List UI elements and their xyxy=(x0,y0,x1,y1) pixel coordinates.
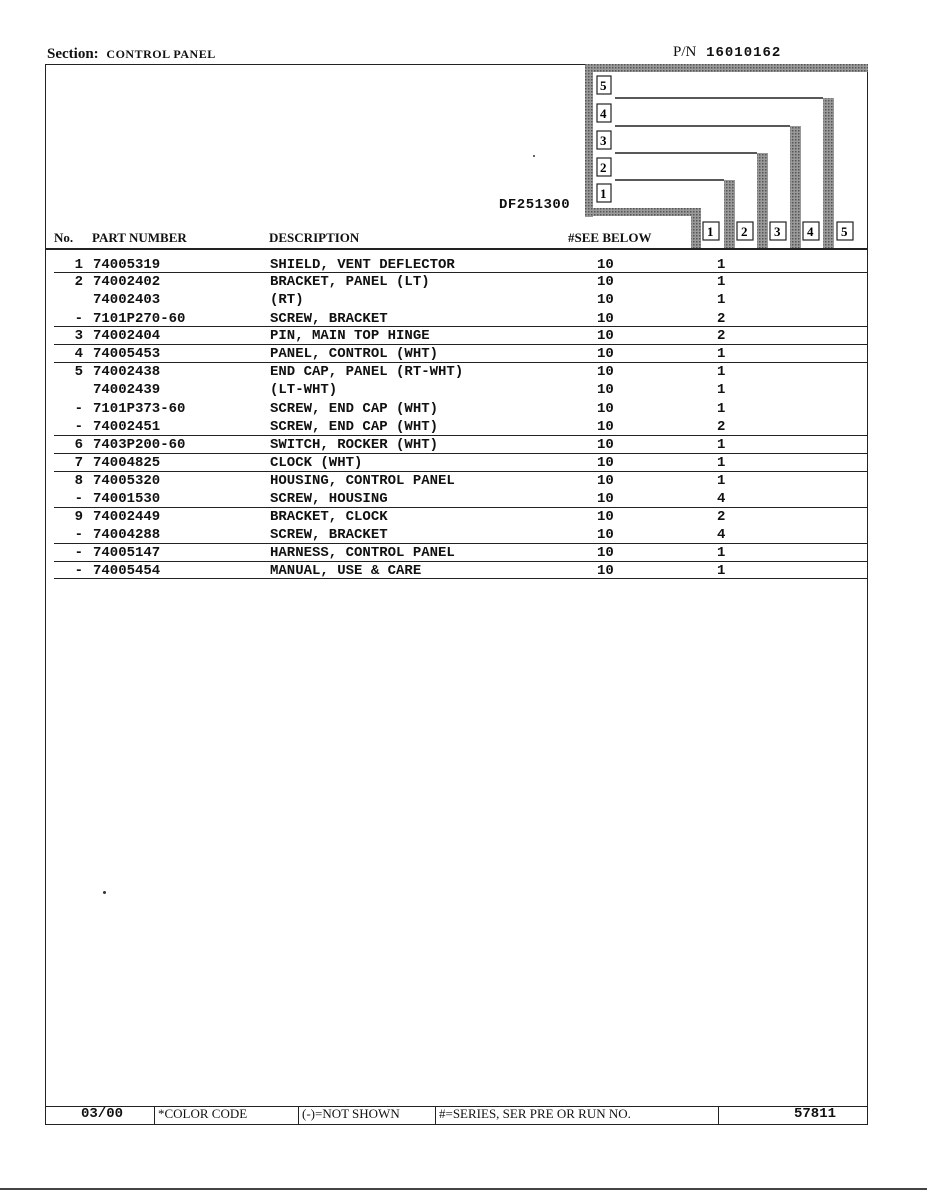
group-rule xyxy=(54,543,868,544)
table-row xyxy=(0,400,927,418)
group-rule xyxy=(54,561,868,562)
col-head-no: No. xyxy=(54,230,74,245)
row-quantity: 1 xyxy=(717,346,726,362)
row-no: 6 xyxy=(74,437,83,453)
row-part-number: 74002404 xyxy=(93,328,161,344)
row-series: 10 xyxy=(597,364,614,380)
row-quantity: 1 xyxy=(717,257,726,273)
pn-value: 16010162 xyxy=(706,45,782,61)
row-series: 10 xyxy=(597,257,614,273)
row-quantity: 1 xyxy=(717,292,726,308)
row-series: 10 xyxy=(597,419,614,435)
row-quantity: 1 xyxy=(717,382,726,398)
pn-label: P/N xyxy=(673,44,697,60)
table-row xyxy=(0,526,927,544)
footer-divider xyxy=(718,1106,719,1124)
part-number-header xyxy=(673,44,781,61)
footer-series-note: #=SERIES, SER PRE OR RUN NO. xyxy=(439,1106,631,1121)
row-part-number: 74005453 xyxy=(93,346,161,362)
row-quantity: 2 xyxy=(717,419,726,435)
table-row xyxy=(0,327,927,345)
step-label-5: 5 xyxy=(600,78,607,93)
row-no: - xyxy=(74,419,83,435)
table-row xyxy=(0,472,927,490)
row-quantity: 2 xyxy=(717,328,726,344)
group-rule xyxy=(54,507,868,508)
row-description: SHIELD, VENT DEFLECTOR xyxy=(270,257,455,273)
scan-speck xyxy=(103,891,106,894)
row-description: SCREW, END CAP (WHT) xyxy=(270,419,439,435)
table-row xyxy=(0,454,927,472)
row-description: SCREW, BRACKET xyxy=(270,527,388,543)
row-part-number: 74005454 xyxy=(93,563,161,579)
row-part-number: 7403P200-60 xyxy=(93,437,186,453)
row-quantity: 1 xyxy=(717,473,726,489)
table-row xyxy=(0,544,927,562)
group-rule xyxy=(54,471,868,472)
footer-date: 03/00 xyxy=(81,1106,124,1122)
row-description: SCREW, BRACKET xyxy=(270,311,388,327)
group-rule xyxy=(54,362,868,363)
row-description: BRACKET, CLOCK xyxy=(270,509,388,525)
table-row xyxy=(0,436,927,454)
row-description: END CAP, PANEL (RT-WHT) xyxy=(270,364,464,380)
row-series: 10 xyxy=(597,491,614,507)
table-row xyxy=(0,273,927,291)
row-quantity: 1 xyxy=(717,274,726,290)
row-quantity: 4 xyxy=(717,491,726,507)
row-description: PANEL, CONTROL (WHT) xyxy=(270,346,439,362)
footer-divider xyxy=(435,1106,436,1124)
table-row xyxy=(0,381,927,399)
bar-col-4 xyxy=(790,126,801,248)
row-series: 10 xyxy=(597,563,614,579)
row-quantity: 1 xyxy=(717,545,726,561)
table-row xyxy=(0,291,927,309)
row-no: - xyxy=(74,401,83,417)
row-part-number: 7101P373-60 xyxy=(93,401,186,417)
row-part-number: 74004825 xyxy=(93,455,161,471)
row-quantity: 1 xyxy=(717,455,726,471)
series-step-diagram xyxy=(585,64,868,249)
step-label-3: 3 xyxy=(600,133,607,148)
row-no: - xyxy=(74,311,83,327)
row-series: 10 xyxy=(597,382,614,398)
row-description: CLOCK (WHT) xyxy=(270,455,363,471)
row-part-number: 74002438 xyxy=(93,364,161,380)
row-part-number: 74005319 xyxy=(93,257,161,273)
col-label-4: 4 xyxy=(807,224,814,239)
row-series: 10 xyxy=(597,328,614,344)
top-shade-band xyxy=(585,64,868,72)
table-row xyxy=(0,345,927,363)
section-label: Section: xyxy=(47,46,99,62)
group-rule xyxy=(54,344,868,345)
step-label-2: 2 xyxy=(600,160,607,175)
row-part-number: 74005147 xyxy=(93,545,161,561)
row-quantity: 1 xyxy=(717,563,726,579)
row-description: (RT) xyxy=(270,292,304,308)
row-quantity: 1 xyxy=(717,364,726,380)
row-no: 1 xyxy=(74,257,83,273)
left-shade-spine xyxy=(585,72,593,217)
footer-not-shown: (-)=NOT SHOWN xyxy=(302,1106,400,1121)
bottom-rule xyxy=(0,1188,927,1190)
footer-divider xyxy=(298,1106,299,1124)
bar-col-5 xyxy=(823,98,834,248)
row-series: 10 xyxy=(597,527,614,543)
bar-col-3 xyxy=(757,153,768,248)
row-no: - xyxy=(74,545,83,561)
row-no: - xyxy=(74,491,83,507)
col-head-part-number: PART NUMBER xyxy=(92,230,187,245)
row-description: HOUSING, CONTROL PANEL xyxy=(270,473,455,489)
group-rule xyxy=(54,435,868,436)
group-rule xyxy=(54,272,868,273)
row-part-number: 74002403 xyxy=(93,292,161,308)
bar-col-2 xyxy=(724,180,735,248)
row-description: SCREW, HOUSING xyxy=(270,491,388,507)
row-quantity: 2 xyxy=(717,311,726,327)
footer-divider xyxy=(154,1106,155,1124)
step-label-4: 4 xyxy=(600,106,607,121)
row-series: 10 xyxy=(597,401,614,417)
row-no: 7 xyxy=(74,455,83,471)
bar-col-1 xyxy=(691,208,701,248)
row-series: 10 xyxy=(597,346,614,362)
row-description: SCREW, END CAP (WHT) xyxy=(270,401,439,417)
section-header xyxy=(47,46,216,63)
row-quantity: 2 xyxy=(717,509,726,525)
footer-page-number: 57811 xyxy=(794,1106,837,1122)
row-no: - xyxy=(74,527,83,543)
row-series: 10 xyxy=(597,274,614,290)
table-row xyxy=(0,490,927,508)
header-rule xyxy=(45,248,868,250)
row-series: 10 xyxy=(597,311,614,327)
col-label-1: 1 xyxy=(707,224,714,239)
row-description: MANUAL, USE & CARE xyxy=(270,563,422,579)
table-row xyxy=(0,418,927,436)
row-series: 10 xyxy=(597,437,614,453)
row-quantity: 4 xyxy=(717,527,726,543)
footer-color-code: *COLOR CODE xyxy=(158,1106,248,1121)
row-description: SWITCH, ROCKER (WHT) xyxy=(270,437,439,453)
group-rule xyxy=(54,578,868,579)
col-label-5: 5 xyxy=(841,224,848,239)
col-head-series: #SEE BELOW xyxy=(568,230,652,245)
row-quantity: 1 xyxy=(717,401,726,417)
row-series: 10 xyxy=(597,473,614,489)
section-value: CONTROL PANEL xyxy=(106,47,216,61)
table-row xyxy=(0,508,927,526)
row-description: (LT-WHT) xyxy=(270,382,338,398)
col-head-description: DESCRIPTION xyxy=(269,230,360,245)
scan-speck xyxy=(533,155,535,157)
step-label-1: 1 xyxy=(600,186,607,201)
row-part-number: 7101P270-60 xyxy=(93,311,186,327)
row-series: 10 xyxy=(597,455,614,471)
row-part-number: 74002451 xyxy=(93,419,161,435)
bar-row-1 xyxy=(593,208,701,216)
row-series: 10 xyxy=(597,292,614,308)
row-no: 3 xyxy=(74,328,83,344)
row-part-number: 74002449 xyxy=(93,509,161,525)
row-series: 10 xyxy=(597,545,614,561)
col-label-3: 3 xyxy=(774,224,781,239)
row-part-number: 74004288 xyxy=(93,527,161,543)
group-rule xyxy=(54,453,868,454)
row-description: HARNESS, CONTROL PANEL xyxy=(270,545,455,561)
row-part-number: 74001530 xyxy=(93,491,161,507)
row-no: - xyxy=(74,563,83,579)
group-rule xyxy=(54,326,868,327)
row-no: 9 xyxy=(74,509,83,525)
row-no: 8 xyxy=(74,473,83,489)
row-quantity: 1 xyxy=(717,437,726,453)
row-series: 10 xyxy=(597,509,614,525)
row-no: 2 xyxy=(74,274,83,290)
table-row xyxy=(0,363,927,381)
row-part-number: 74002402 xyxy=(93,274,161,290)
row-part-number: 74002439 xyxy=(93,382,161,398)
row-part-number: 74005320 xyxy=(93,473,161,489)
diagram-code: DF251300 xyxy=(499,197,571,213)
row-description: PIN, MAIN TOP HINGE xyxy=(270,328,430,344)
row-no: 4 xyxy=(74,346,83,362)
row-description: BRACKET, PANEL (LT) xyxy=(270,274,430,290)
row-no: 5 xyxy=(74,364,83,380)
col-label-2: 2 xyxy=(741,224,748,239)
